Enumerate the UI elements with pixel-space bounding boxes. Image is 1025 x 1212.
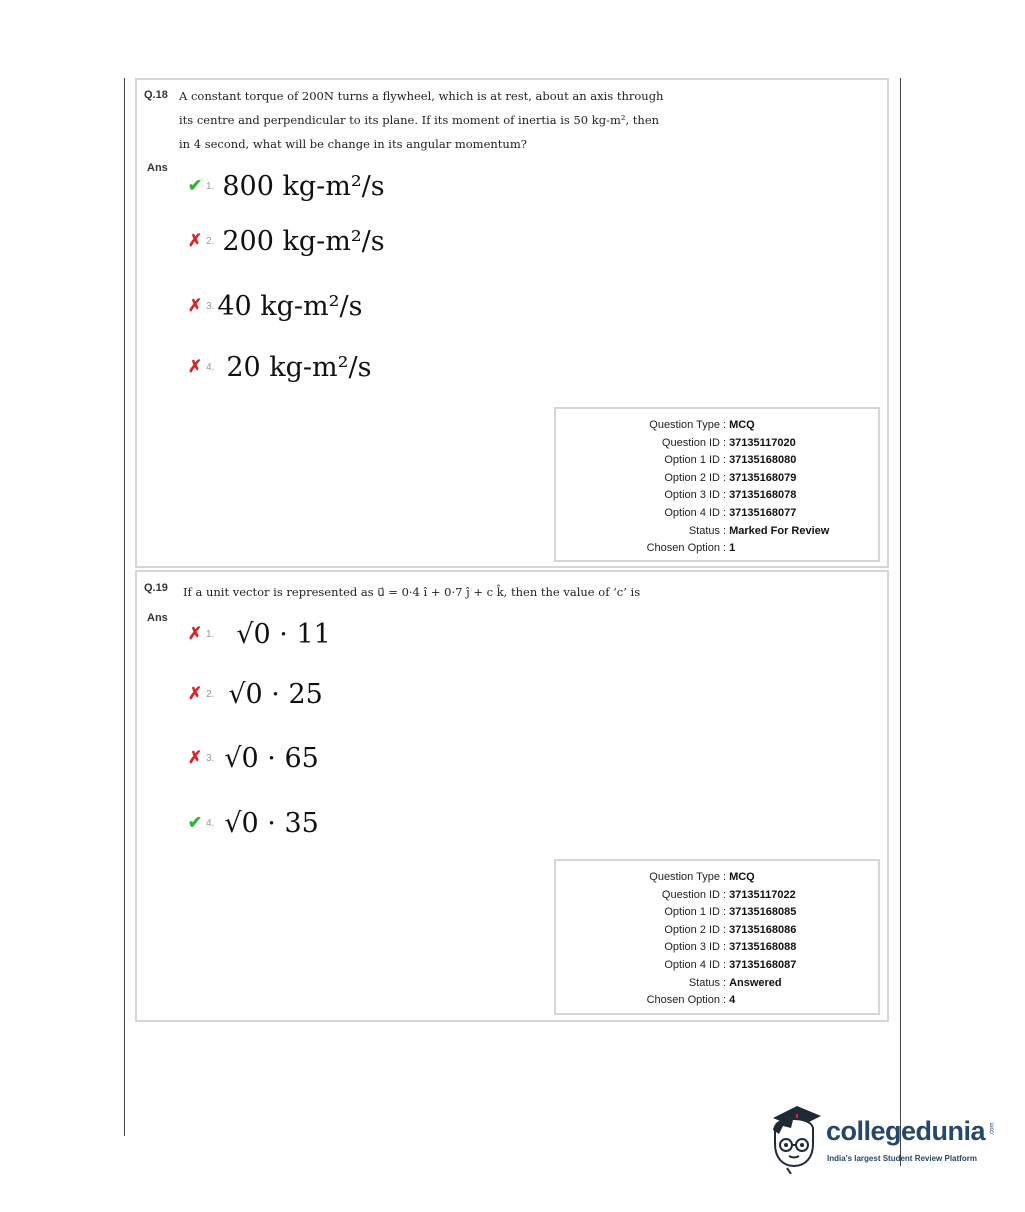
option-row: [187, 612, 331, 656]
option-row: [187, 219, 385, 263]
question-meta-panel: [554, 859, 880, 1015]
option-row: [187, 284, 362, 328]
meta-row: Status : Marked For Review: [556, 523, 878, 541]
meta-row: Option 2 ID : 37135168086: [556, 922, 878, 940]
meta-value: Marked For Review: [729, 524, 830, 537]
brand-suffix: .com: [989, 1122, 996, 1136]
option-row: [187, 164, 385, 208]
meta-key: Option 4 ID: [664, 958, 720, 971]
question-number: Q.19: [144, 582, 168, 594]
brand-name: collegedunia: [826, 1116, 986, 1146]
page-right-rule: [900, 78, 901, 1166]
meta-row: Question ID : 37135117020: [556, 435, 878, 453]
meta-key: Status: [688, 976, 720, 989]
meta-key: Option 1 ID: [664, 906, 720, 919]
option-value: 40 kg-m²/s: [217, 290, 363, 322]
option-number: 1.: [206, 180, 215, 192]
question-card-19: [135, 570, 889, 1022]
meta-row: Status : Answered: [556, 975, 878, 993]
option-row: [187, 736, 319, 780]
cross-icon: ✗: [187, 357, 203, 376]
option-value: √0 · 25: [228, 678, 323, 710]
option-number: 3.: [206, 300, 215, 312]
option-row: [187, 672, 323, 716]
meta-row: Option 1 ID : 37135168085: [556, 904, 878, 922]
meta-row: Option 2 ID : 37135168079: [556, 470, 878, 488]
meta-key: Option 1 ID: [664, 454, 720, 467]
question-meta-panel: [554, 407, 880, 562]
question-text-line: If a unit vector is represented as u⃗ = 0·4 î + 0·7 ĵ + c k̂, then the value of ‘c’ is: [183, 585, 641, 599]
meta-value: 37135168085: [729, 906, 797, 919]
option-number: 2.: [206, 235, 215, 247]
meta-row: Option 1 ID : 37135168080: [556, 452, 878, 470]
answer-label: Ans: [147, 162, 168, 174]
meta-value: MCQ: [729, 871, 755, 883]
cross-icon: ✗: [187, 748, 203, 767]
page-left-rule: [124, 78, 125, 1136]
meta-key: Question ID: [661, 436, 720, 449]
collegedunia-logo: [765, 1098, 995, 1178]
option-number: 2.: [206, 688, 215, 700]
question-text: [183, 580, 640, 604]
brand-tagline: India's largest Student Review Platform: [827, 1154, 977, 1163]
meta-value: MCQ: [729, 419, 755, 431]
meta-value: 37135117022: [729, 888, 796, 901]
check-icon: ✔: [187, 176, 203, 195]
option-value: 200 kg-m²/s: [222, 225, 385, 257]
meta-value: 4: [729, 994, 736, 1007]
option-number: 4.: [206, 361, 215, 373]
meta-row: Option 3 ID : 37135168088: [556, 939, 878, 957]
meta-key: Option 4 ID: [664, 506, 720, 519]
cross-icon: ✗: [187, 684, 203, 703]
meta-key: Chosen Option: [646, 994, 720, 1007]
meta-row: Question Type : MCQ: [556, 869, 878, 887]
question-text-line: in 4 second, what will be change in its angular momentum?: [179, 137, 527, 151]
meta-value: 37135168086: [729, 923, 797, 936]
meta-value: 37135168088: [729, 941, 797, 954]
meta-key: Option 3 ID: [664, 941, 720, 954]
option-value: √0 · 11: [236, 618, 331, 650]
check-icon: ✔: [187, 813, 203, 832]
meta-key: Question Type: [649, 419, 720, 431]
meta-value: 37135168079: [729, 471, 797, 484]
question-card-18: [135, 78, 889, 568]
meta-key: Option 2 ID: [664, 923, 720, 936]
meta-value: 37135168087: [729, 958, 797, 971]
cross-icon: ✗: [187, 624, 203, 643]
question-text: [179, 84, 663, 156]
option-row: [187, 345, 371, 389]
option-number: 4.: [206, 817, 215, 829]
cross-icon: ✗: [187, 231, 203, 250]
meta-row: Chosen Option : 1: [556, 540, 878, 558]
meta-key: Question ID: [661, 888, 720, 901]
meta-value: 37135168080: [729, 454, 797, 467]
question-text-line: its centre and perpendicular to its plane. If its moment of inertia is 50 kg-m², then: [179, 113, 660, 127]
meta-row: Question Type : MCQ: [556, 417, 878, 435]
meta-row: Question ID : 37135117022: [556, 887, 878, 905]
answer-label: Ans: [147, 612, 168, 624]
meta-key: Chosen Option: [646, 542, 720, 555]
option-number: 3.: [206, 752, 215, 764]
meta-row: Chosen Option : 4: [556, 992, 878, 1010]
meta-row: Option 4 ID : 37135168087: [556, 957, 878, 975]
option-value: 20 kg-m²/s: [226, 351, 372, 383]
meta-row: Option 3 ID : 37135168078: [556, 487, 878, 505]
question-number: Q.18: [144, 89, 168, 101]
meta-value: 37135117020: [729, 436, 796, 449]
meta-row: Option 4 ID : 37135168077: [556, 505, 878, 523]
option-number: 1.: [206, 628, 215, 640]
meta-value: Answered: [729, 976, 782, 989]
mascot-icon: [765, 1098, 825, 1174]
question-text-line: A constant torque of 200N turns a flywheel, which is at rest, about an axis through: [179, 89, 664, 103]
meta-key: Option 2 ID: [664, 471, 720, 484]
meta-value: 37135168078: [729, 489, 797, 502]
option-value: √0 · 35: [224, 807, 319, 839]
cross-icon: ✗: [187, 296, 203, 315]
meta-key: Status: [688, 524, 720, 537]
option-value: 800 kg-m²/s: [222, 170, 385, 202]
meta-key: Option 3 ID: [664, 489, 720, 502]
meta-key: Question Type: [649, 871, 720, 883]
meta-value: 37135168077: [729, 506, 797, 519]
option-row: [187, 801, 319, 845]
meta-value: 1: [729, 542, 736, 555]
option-value: √0 · 65: [224, 742, 319, 774]
